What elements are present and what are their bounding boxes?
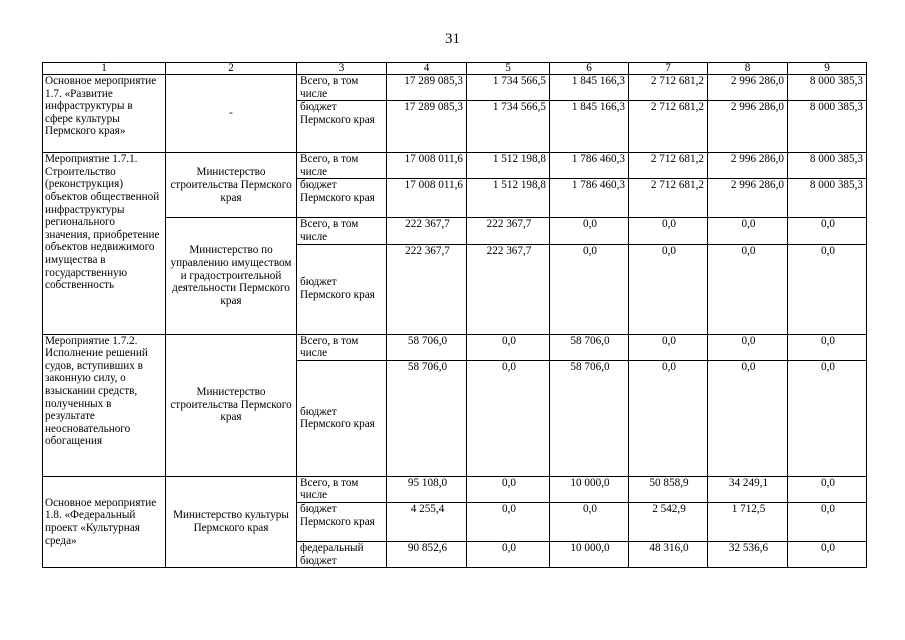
value-cell: 2 712 681,2 xyxy=(629,179,708,218)
value-cell: 0,0 xyxy=(788,541,867,567)
funding-source: Всего, в том числе xyxy=(297,476,387,502)
value-cell: 1 786 460,3 xyxy=(550,179,629,218)
column-header: 9 xyxy=(788,63,867,75)
value-cell: 0,0 xyxy=(788,244,867,334)
value-cell: 48 316,0 xyxy=(629,541,708,567)
value-cell: 17 008 011,6 xyxy=(387,153,467,179)
value-cell: 0,0 xyxy=(467,360,550,476)
header-row xyxy=(43,63,867,75)
funding-source: Всего, в том числе xyxy=(297,75,387,101)
value-cell: 17 289 085,3 xyxy=(387,101,467,153)
value-cell: 0,0 xyxy=(550,218,629,244)
funding-source: бюджет Пермского края xyxy=(297,101,387,153)
value-cell: 1 845 166,3 xyxy=(550,101,629,153)
value-cell: 1 712,5 xyxy=(708,502,788,541)
value-cell: 0,0 xyxy=(708,244,788,334)
value-cell: 10 000,0 xyxy=(550,541,629,567)
value-cell: 2 712 681,2 xyxy=(629,75,708,101)
value-cell: 0,0 xyxy=(629,244,708,334)
table-row xyxy=(43,218,867,244)
value-cell: 0,0 xyxy=(708,334,788,360)
value-cell: 222 367,7 xyxy=(467,218,550,244)
measure-name: Мероприятие 1.7.1. Строительство (реконструкция) объектов общественной инфраструктуры регионального значения, приобретение объектов недвижимого имущества в государственную собственность xyxy=(43,153,166,334)
value-cell: 222 367,7 xyxy=(387,218,467,244)
funding-source: бюджет Пермского края xyxy=(297,179,387,218)
value-cell: 0,0 xyxy=(708,218,788,244)
value-cell: 1 512 198,8 xyxy=(467,153,550,179)
value-cell: 0,0 xyxy=(629,218,708,244)
value-cell: 1 786 460,3 xyxy=(550,153,629,179)
responsible-org: Министерство по управлению имуществом и градостроительной деятельности Пермского края xyxy=(166,218,297,334)
value-cell: 0,0 xyxy=(467,541,550,567)
value-cell: 2 996 286,0 xyxy=(708,75,788,101)
table-row xyxy=(43,153,867,179)
value-cell: 0,0 xyxy=(788,476,867,502)
value-cell: 222 367,7 xyxy=(387,244,467,334)
value-cell: 58 706,0 xyxy=(387,334,467,360)
value-cell: 0,0 xyxy=(629,334,708,360)
funding-source: бюджет Пермского края xyxy=(297,244,387,334)
value-cell: 32 536,6 xyxy=(708,541,788,567)
value-cell: 0,0 xyxy=(788,360,867,476)
value-cell: 2 996 286,0 xyxy=(708,153,788,179)
measure-name: Основное мероприятие 1.8. «Федеральный проект «Культурная среда» xyxy=(43,476,166,567)
value-cell: 0,0 xyxy=(467,476,550,502)
value-cell: 1 845 166,3 xyxy=(550,75,629,101)
funding-source: бюджет Пермского края xyxy=(297,360,387,476)
responsible-org: Министерство строительства Пермского края xyxy=(166,334,297,476)
value-cell: 90 852,6 xyxy=(387,541,467,567)
column-header: 1 xyxy=(43,63,166,75)
value-cell: 0,0 xyxy=(467,502,550,541)
value-cell: 2 996 286,0 xyxy=(708,179,788,218)
page-number: 31 xyxy=(445,31,460,47)
table-row xyxy=(43,334,867,360)
value-cell: 0,0 xyxy=(788,502,867,541)
value-cell: 2 712 681,2 xyxy=(629,101,708,153)
value-cell: 0,0 xyxy=(467,334,550,360)
value-cell: 34 249,1 xyxy=(708,476,788,502)
table-row xyxy=(43,75,867,101)
value-cell: 95 108,0 xyxy=(387,476,467,502)
value-cell: 4 255,4 xyxy=(387,502,467,541)
funding-source: федеральный бюджет xyxy=(297,541,387,567)
value-cell: 8 000 385,3 xyxy=(788,179,867,218)
value-cell: 50 858,9 xyxy=(629,476,708,502)
value-cell: 58 706,0 xyxy=(387,360,467,476)
column-header: 5 xyxy=(467,63,550,75)
value-cell: 58 706,0 xyxy=(550,360,629,476)
value-cell: 222 367,7 xyxy=(467,244,550,334)
value-cell: 8 000 385,3 xyxy=(788,101,867,153)
column-header: 4 xyxy=(387,63,467,75)
value-cell: 1 734 566,5 xyxy=(467,101,550,153)
value-cell: 1 512 198,8 xyxy=(467,179,550,218)
value-cell: 17 289 085,3 xyxy=(387,75,467,101)
funding-source: Всего, в том числе xyxy=(297,218,387,244)
measure-name: Основное мероприятие 1.7. «Развитие инфраструктуры в сфере культуры Пермского края» xyxy=(43,75,166,153)
responsible-org: - xyxy=(166,75,297,153)
responsible-org: Министерство культуры Пермского края xyxy=(166,476,297,567)
budget-table xyxy=(42,62,867,568)
value-cell: 10 000,0 xyxy=(550,476,629,502)
column-header: 3 xyxy=(297,63,387,75)
funding-source: бюджет Пермского края xyxy=(297,502,387,541)
value-cell: 0,0 xyxy=(788,218,867,244)
value-cell: 8 000 385,3 xyxy=(788,153,867,179)
value-cell: 8 000 385,3 xyxy=(788,75,867,101)
column-header: 8 xyxy=(708,63,788,75)
column-header: 6 xyxy=(550,63,629,75)
funding-source: Всего, в том числе xyxy=(297,153,387,179)
value-cell: 0,0 xyxy=(629,360,708,476)
value-cell: 2 996 286,0 xyxy=(708,101,788,153)
value-cell: 17 008 011,6 xyxy=(387,179,467,218)
value-cell: 1 734 566,5 xyxy=(467,75,550,101)
value-cell: 0,0 xyxy=(550,244,629,334)
column-header: 7 xyxy=(629,63,708,75)
value-cell: 58 706,0 xyxy=(550,334,629,360)
measure-name: Мероприятие 1.7.2. Исполнение решений судов, вступивших в законную силу, о взыскании средств, полученных в результате неосновательного обогащения xyxy=(43,334,166,476)
responsible-org: Министерство строительства Пермского края xyxy=(166,153,297,218)
value-cell: 0,0 xyxy=(550,502,629,541)
table-row xyxy=(43,476,867,502)
funding-source: Всего, в том числе xyxy=(297,334,387,360)
column-header: 2 xyxy=(166,63,297,75)
value-cell: 2 712 681,2 xyxy=(629,153,708,179)
value-cell: 0,0 xyxy=(708,360,788,476)
value-cell: 0,0 xyxy=(788,334,867,360)
value-cell: 2 542,9 xyxy=(629,502,708,541)
